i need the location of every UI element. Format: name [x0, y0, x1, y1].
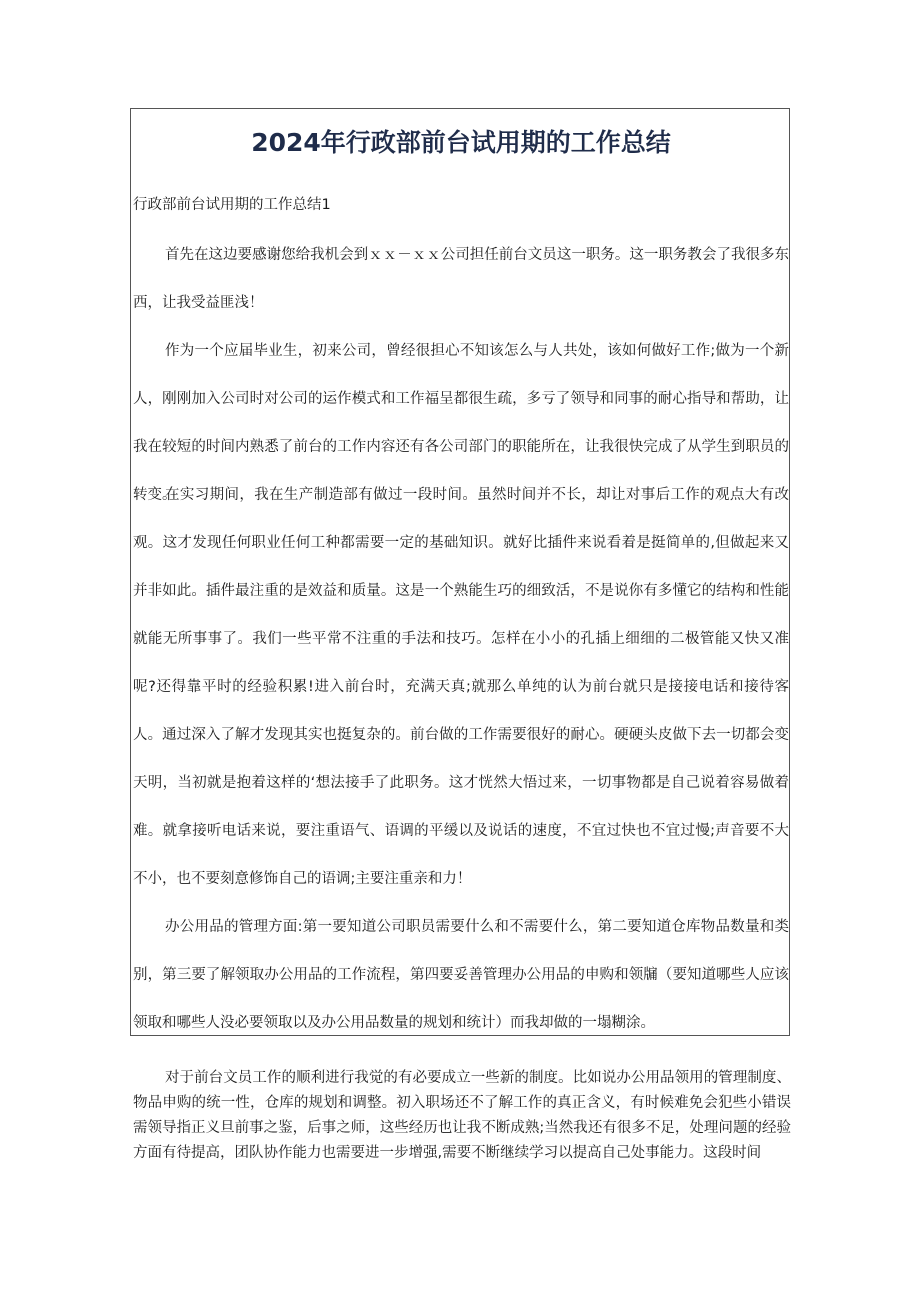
paragraph-2: 作为一个应届毕业生，初来公司，曾经很担心不知该怎么与人共处，该如何做好工作;做为一个新人，刚刚加入公司时对公司的运作模式和工作福呈都很生疏，多亏了领导和同事的耐心指导和帮助，让我在较短的时间内熟悉了前台的工作内容还有各公司部门的职能所在，让我很快完成了从学生到职员的转变。 [133, 343, 789, 503]
document-title: 2024年行政部前台试用期的工作总结 [251, 128, 671, 157]
paragraph-1: 首先在这边要感谢您给我机会到ｘｘ－ｘｘ公司担任前台文员这一职务。这一职务教会了我很多东西，让我受益匪浅！ [133, 247, 789, 311]
paragraph-3: 在实习期间，我在生产制造部有做过一段时间。虽然时间并不长，却让对事后工作的观点大有改观。这才发现任何职业任何工种都需要一定的基础知识。就好比插件来说看着是挺简单的,但做起来又并非如此。插件最注重的是效益和质量。这是一个熟能生巧的细致活，不是说你有多懂它的结构和性能就能无所事事了。我们一些平常不注重的手法和技巧。怎样在小小的孔插上细细的二极管能又快又准呢?还得靠平时的经验积累!进入前台时，充满天真;就那么单纯的认为前台就只是接接电话和接待客人。通过深入了解才发现其实也挺复杂的。前台做的工作需要很好的耐心。硬硬头皮做下去一切都会变天明，当初就是抱着这样的‘想法接手了此职务。这才恍然大悟过来，一切事物都是自己说着容易做着难。就拿接听电话来说，要注重语气、语调的平缓以及说话的速度，不宜过快也不宜过慢;声音要不大不小，也不要刻意修饰自己的语调;主要注重亲和力！ [133, 487, 789, 887]
document-frame [130, 108, 790, 1036]
section-heading: 行政部前台试用期的工作总结1 [133, 197, 331, 213]
continuation-paragraph: 对于前台文员工作的顺利进行我觉的有必要成立一些新的制度。比如说办公用品领用的管理制度、物品申购的统一性，仓库的规划和调整。初入职场还不了解工作的真正含义，有时候难免会犯些小错误需领导指正义旦前事之鉴，后事之师，这些经历也让我不断成熟;当然我还有很多不足，处理问题的经验方面有待提高，团队协作能力也需要进一步增强,需要不断继续学习以提高自己处事能力。这段时间 [133, 1070, 791, 1161]
paragraph-4: 办公用品的管理方面:第一要知道公司职员需要什么和不需要什么，第二要知道仓库物品数量和类别，第三要了解领取办公用品的工作流程，第四要妥善管理办公用品的申购和领牖（要知道哪些人应该领取和哪些人没必要领取以及办公用品数量的规划和统计）而我却做的一塌糊涂。 [133, 919, 789, 1031]
